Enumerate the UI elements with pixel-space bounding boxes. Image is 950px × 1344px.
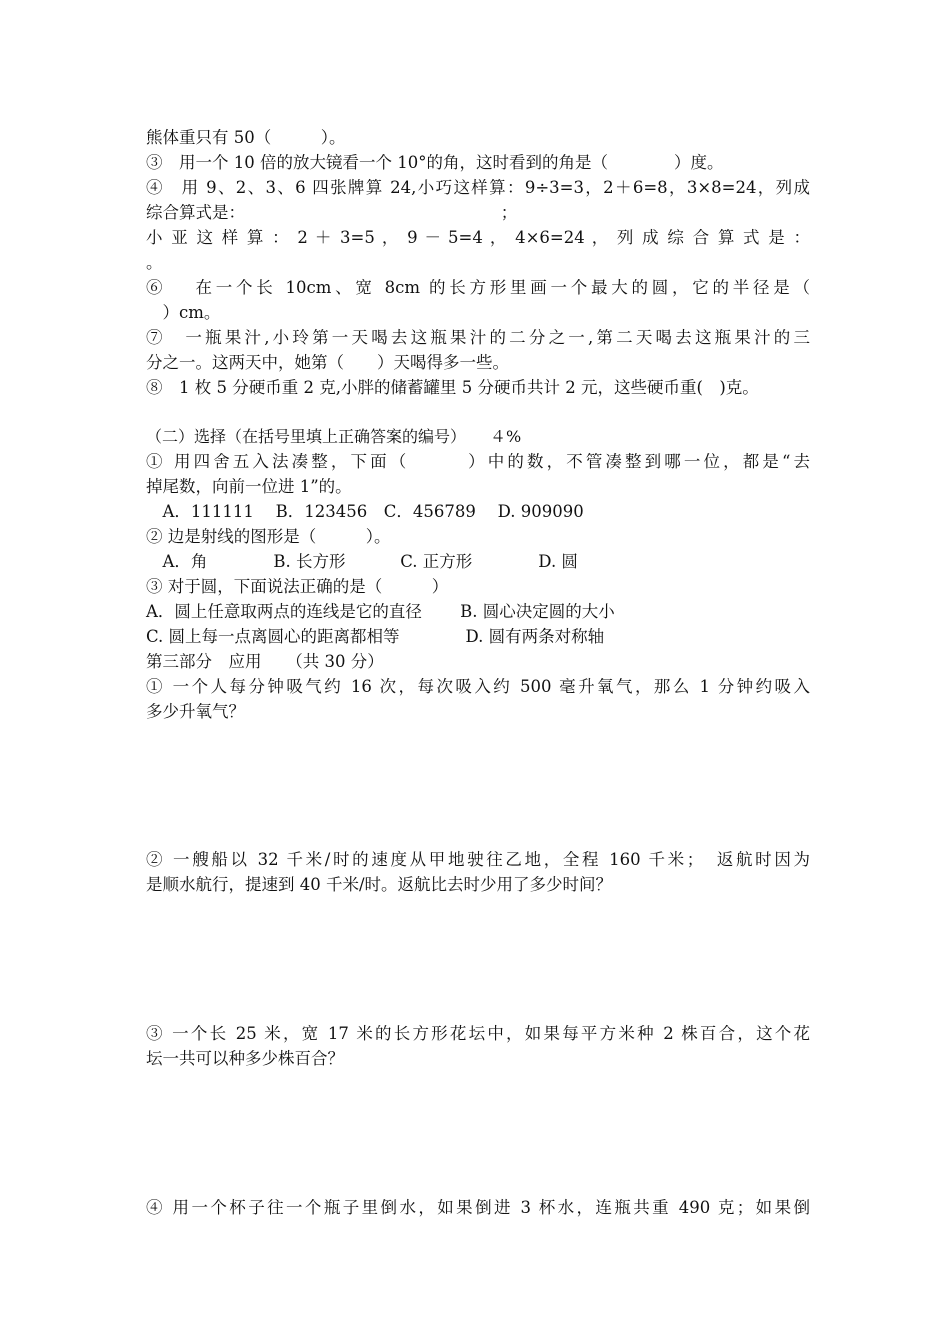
- fill-line: ⑧ 1 枚 5 分硬币重 2 克,小胖的储蓄罐里 5 分硬币共计 2 元，这些硬币重( )克。: [146, 378, 759, 397]
- choice-heading: （二）选择（在括号里填上正确答案的编号） ４%: [146, 427, 522, 446]
- question-1-line: 多少升氧气？: [146, 702, 245, 721]
- fill-line: ④ 用 9、2、3、6 四张牌算 24,小巧这样算：9÷3=3，2＋6=8，3×8=24，列成: [146, 178, 810, 197]
- question-3-line: ③ 一个长 25 米，宽 17 米的长方形花坛中，如果每平方米种 2 株百合，这个花: [146, 1024, 810, 1043]
- fill-line: 小 亚 这 样 算 ： 2 ＋ 3=5 ， 9 － 5=4 ， 4×6=24 ， 列 成 综 合 算 式 是 ：: [146, 228, 810, 247]
- question-4-line: ④ 用一个杯子往一个瓶子里倒水，如果倒进 3 杯水，连瓶共重 490 克；如果倒: [146, 1198, 810, 1217]
- choice-line: ② 边是射线的图形是（ ）。: [146, 527, 391, 546]
- fill-line: ⑦ 一瓶果汁,小玲第一天喝去这瓶果汁的二分之一,第二天喝去这瓶果汁的三: [146, 328, 810, 347]
- choice-line: ③ 对于圆，下面说法正确的是（ ）: [146, 577, 449, 596]
- part3-heading: 第三部分 应用 （共 30 分）: [146, 652, 384, 671]
- choice-line: 掉尾数，向前一位进 1”的。: [146, 477, 352, 496]
- fill-line: 分之一。这两天中，她第（ ）天喝得多一些。: [146, 353, 509, 372]
- fill-line: ⑥ 在一个长 10cm、宽 8cm 的长方形里画一个最大的圆，它的半径是（: [146, 278, 810, 297]
- fill-line: ③ 用一个 10 倍的放大镜看一个 10°的角，这时看到的角是（ ）度。: [146, 153, 724, 172]
- choice-line: ① 用四舍五入法凑整，下面（ ）中的数，不管凑整到哪一位，都是“去: [146, 452, 810, 471]
- fill-line: ）cm。: [146, 303, 221, 322]
- fill-line: 综合算式是： ；: [146, 203, 518, 222]
- choice-options: A．111111 B．123456 C．456789 D. 909090: [146, 502, 584, 521]
- question-2-line: 是顺水航行，提速到 40 千米/时。返航比去时少用了多少时间？: [146, 875, 613, 894]
- fill-line: 。: [146, 253, 163, 272]
- choice-options: C. 圆上每一点离圆心的距离都相等 D. 圆有两条对称轴: [146, 627, 605, 646]
- fill-line: 熊体重只有 50（ ）。: [146, 128, 346, 147]
- question-3-line: 坛一共可以种多少株百合？: [146, 1049, 344, 1068]
- choice-options: A．圆上任意取两点的连线是它的直径 B. 圆心决定圆的大小: [146, 602, 615, 621]
- question-1-line: ① 一个人每分钟吸气约 16 次，每次吸入约 500 毫升氧气，那么 1 分钟约吸入: [146, 677, 810, 696]
- question-2-line: ② 一艘船以 32 千米/时的速度从甲地驶往乙地，全程 160 千米； 返航时因为: [146, 850, 810, 869]
- choice-options: A．角 B. 长方形 C. 正方形 D. 圆: [146, 552, 578, 571]
